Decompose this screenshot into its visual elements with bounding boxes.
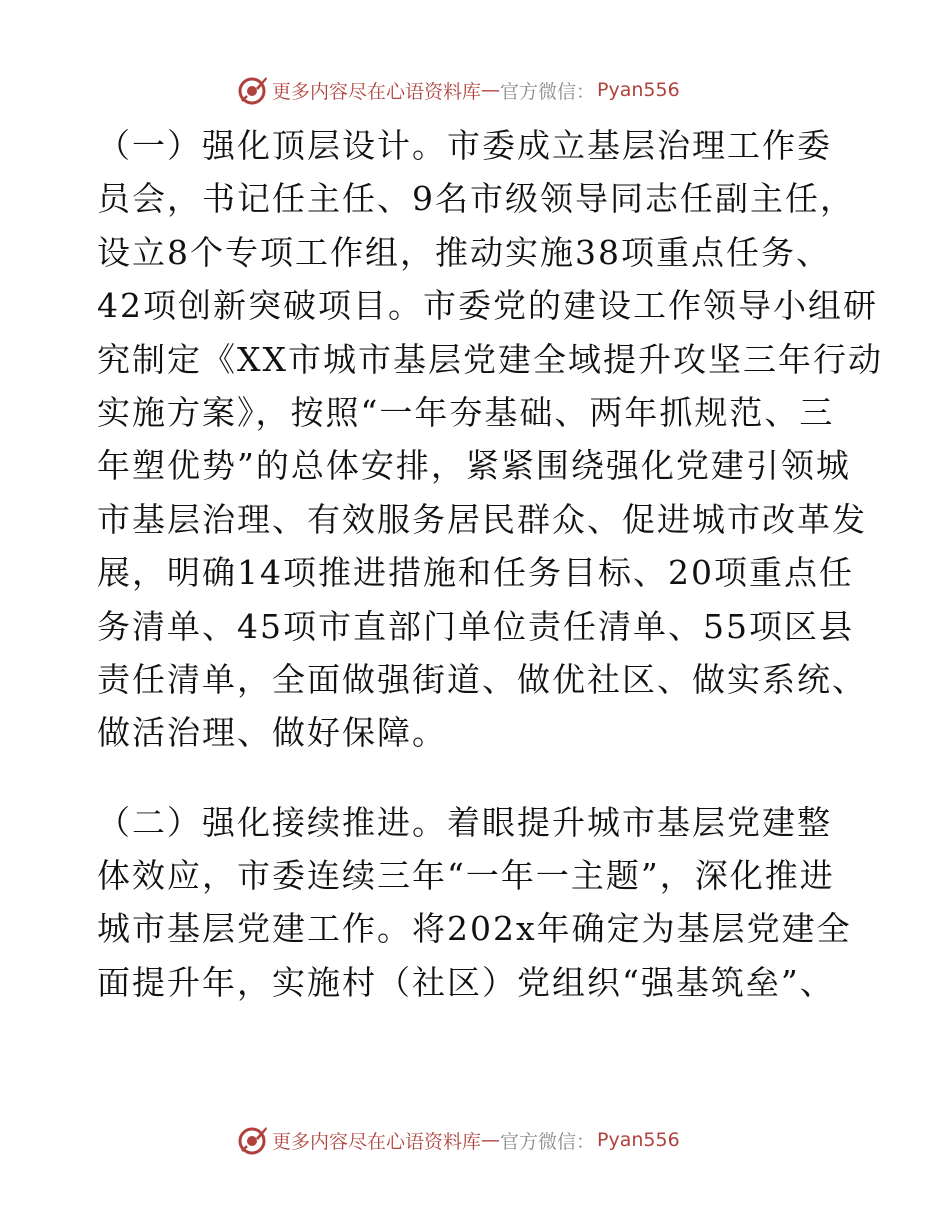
watermark-dash: — xyxy=(481,79,501,101)
text-line: 体效应，市委连续三年“一年一主题”，深化推进 xyxy=(97,856,835,896)
watermark-account: Pyan556 xyxy=(597,79,680,101)
paragraph-spacer xyxy=(97,760,867,796)
text-line: 做活治理、做好保障。 xyxy=(97,713,447,753)
watermark-label: 官方微信： xyxy=(500,1130,596,1153)
watermark-main-text: 更多内容尽在心语资料库 xyxy=(272,80,482,103)
text-line: 城市基层党建工作。将202x年确定为基层党建全 xyxy=(97,909,852,949)
text-line: 设立8个专项工作组，推动实施38项重点任务、 xyxy=(97,232,831,272)
watermark-account: Pyan556 xyxy=(597,1129,680,1151)
brush-pen-logo-icon xyxy=(236,1124,268,1156)
text-line: （一）强化顶层设计。市委成立基层治理工作委 xyxy=(97,126,832,165)
text-line: 年塑优势”的总体安排，紧紧围绕强化党建引领城 xyxy=(97,446,851,486)
watermark-main-text: 更多内容尽在心语资料库 xyxy=(272,1130,482,1153)
text-line: 实施方案》，按照“一年夯基础、两年抓规范、三 xyxy=(97,392,835,432)
header-watermark xyxy=(236,73,680,107)
footer-watermark xyxy=(236,1123,680,1157)
brush-pen-logo-icon xyxy=(236,74,268,106)
text-line: 42项创新突破项目。市委党的建设工作领导小组研 xyxy=(97,286,878,326)
document-body xyxy=(97,119,883,1009)
text-line: 责任清单，全面做强街道、做优社区、做实系统、 xyxy=(97,659,867,699)
paragraph-2 xyxy=(97,796,867,1010)
watermark-label: 官方微信： xyxy=(500,80,596,103)
watermark-dash: — xyxy=(481,1129,501,1151)
text-line: （二）强化接续推进。着眼提升城市基层党建整 xyxy=(97,802,832,842)
paragraph-1 xyxy=(97,119,883,760)
text-line: 员会，书记任主任、9名市级领导同志任副主任， xyxy=(97,179,855,219)
text-line: 市基层治理、有效服务居民群众、促进城市改革发 xyxy=(97,499,867,539)
text-line: 究制定《XX市城市基层党建全域提升攻坚三年行动 xyxy=(97,339,883,379)
text-line: 面提升年，实施村（社区）党组织“强基筑垒”、 xyxy=(97,962,835,1002)
text-line: 展，明确14项推进措施和任务目标、20项重点任 xyxy=(97,553,854,593)
text-line: 务清单、45项市直部门单位责任清单、55项区县 xyxy=(97,606,854,646)
